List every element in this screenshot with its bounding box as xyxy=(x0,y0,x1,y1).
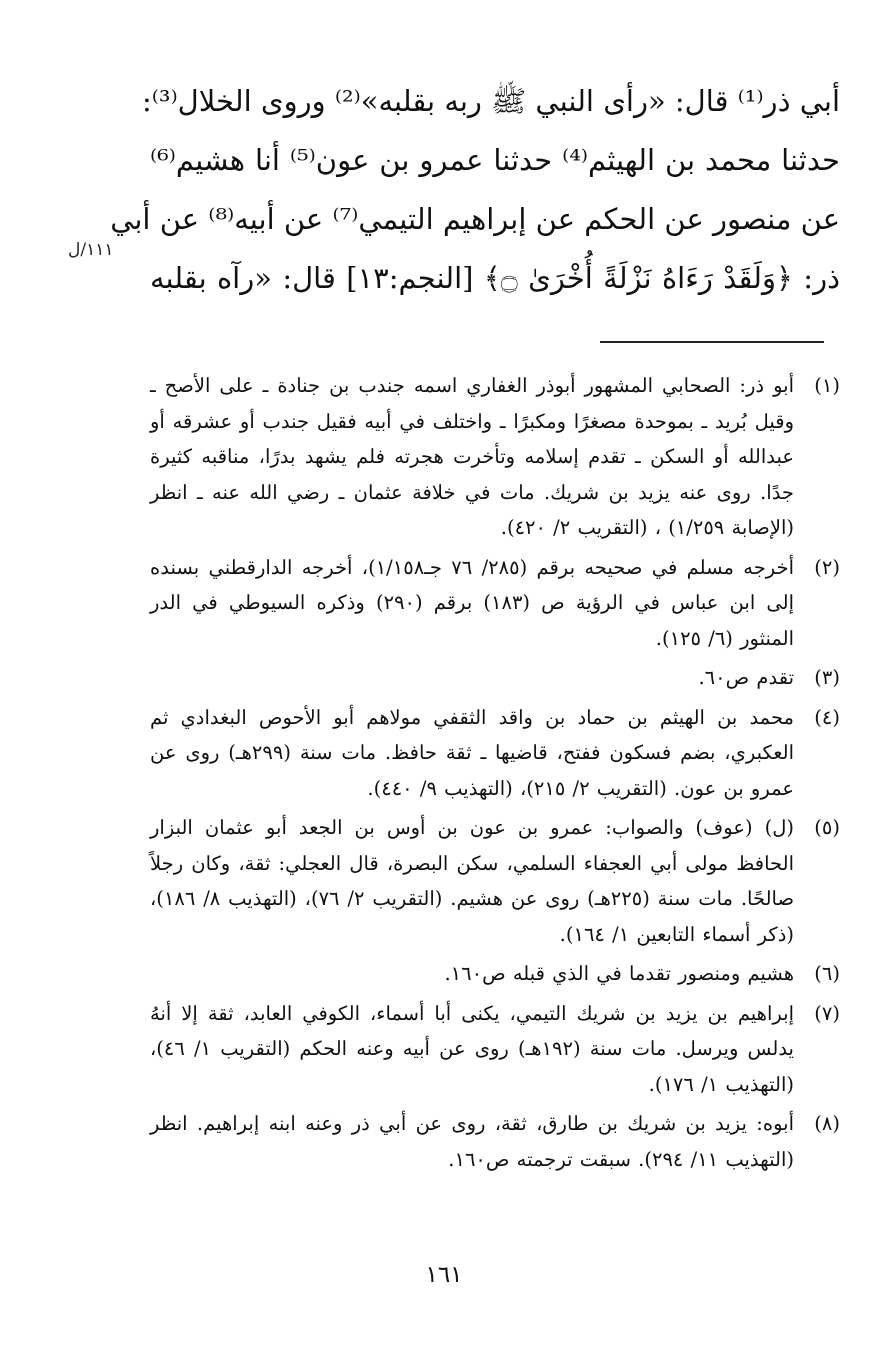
main-text-block xyxy=(110,72,840,308)
main-text-line: عن منصور عن الحكم عن إبراهيم التيمي⁽⁷⁾ عن أبيه⁽⁸⁾ عن أبي xyxy=(110,202,840,236)
footnote-item xyxy=(150,550,840,657)
footnote-number: (٦) xyxy=(814,962,840,985)
main-text-line: حدثنا محمد بن الهيثم⁽⁴⁾ حدثنا عمرو بن عون⁽⁵⁾ أنا هشيم⁽⁶⁾ xyxy=(150,143,840,177)
footnote-item xyxy=(150,996,840,1103)
footnote-number: (٤) xyxy=(814,705,840,729)
footnote-divider xyxy=(600,341,824,343)
footnote-item xyxy=(150,810,840,952)
footnote-text: محمد بن الهيثم بن حماد بن واقد الثقفي مولاهم أبو الأحوص البغدادي ثم العكبري، بضم فسكون ففتح، قاضيها ـ ثقة حافظ. مات سنة (٢٩٩هـ) روى عن عمرو بن عون. (التقريب ٢/ ٢١٥)، (التهذيب ٩/ ٤٤٠). xyxy=(150,705,795,800)
footnotes-section xyxy=(150,368,840,1181)
footnote-text: تقدم ص٦٠. xyxy=(698,666,794,689)
footnote-number: (٢) xyxy=(814,555,840,579)
footnote-number: (٨) xyxy=(814,1112,840,1135)
footnote-item xyxy=(150,956,840,992)
footnote-item xyxy=(150,660,840,696)
footnote-item xyxy=(150,700,840,807)
page-number: ١٦١ xyxy=(425,1262,463,1288)
footnote-text: هشيم ومنصور تقدما في الذي قبله ص١٦٠. xyxy=(444,962,794,985)
footnote-number: (١) xyxy=(814,374,840,397)
footnote-text: (ل) (عوف) والصواب: عمرو بن عون بن أوس بن الجعد أبو عثمان البزار الحافظ مولى أبي العجفاء السلمي، سكن البصرة، قال العجلي: ثقة، وكان رجلاً صالحًا. مات سنة (٢٢٥هـ) روى عن هشيم. (التقريب ٢/ ٧٦)، (التهذيب ٨/ ١٨٦)، (ذكر أسماء التابعين ١/ ١٦٤). xyxy=(150,816,795,946)
footnote-text: أخرجه مسلم في صحيحه برقم (٢٨٥/ ٧٦ جـ١/١٥٨)، أخرجه الدارقطني بسنده إلى ابن عباس في الرؤية ص (١٨٣) برقم (٢٩٠) وذكره السيوطي في الدر المنثور (٦/ ١٢٥). xyxy=(150,555,794,650)
footnote-number: (٧) xyxy=(814,1001,840,1025)
footnote-number: (٥) xyxy=(814,816,840,839)
manuscript-margin-reference: ١١١/ل xyxy=(68,240,114,260)
main-text-line: أبي ذر⁽¹⁾ قال: «رأى النبي ﷺ ربه بقلبه»⁽²⁾ وروى الخلال⁽³⁾: xyxy=(142,84,840,118)
footnote-text: إبراهيم بن يزيد بن شريك التيمي، يكنى أبا أسماء، الكوفي العابد، ثقة إلا أنهُ يدلس ويرسل. مات سنة (١٩٢هـ) روى عن أبيه وعنه الحكم (التقريب ١/ ٤٦)، (التهذيب ١/ ١٧٦). xyxy=(150,1001,794,1096)
main-text-line: ذر: ﴿وَلَقَدْ رَءَاهُ نَزْلَةً أُخْرَىٰ ۝﴾ [النجم:١٣] قال: «رآه بقلبه xyxy=(150,261,840,295)
footnote-number: (٣) xyxy=(814,666,840,689)
footnote-item xyxy=(150,368,840,546)
footnote-item xyxy=(150,1106,840,1177)
footnote-text: أبوه: يزيد بن شريك بن طارق، ثقة، روى عن أبي ذر وعنه ابنه إبراهيم. انظر (التهذيب ١١/ ٢٩٤). سبقت ترجمته ص١٦٠. xyxy=(150,1112,794,1171)
footnote-text: أبو ذر: الصحابي المشهور أبوذر الغفاري اسمه جندب بن جنادة ـ على الأصح ـ وقيل بُريد ـ بموحدة مصغرًا ومكبرًا ـ واختلف في أبيه فقيل جندب أو عشرقه أو عبدالله أو السكن ـ تقدم إسلامه وتأخرت هجرته فلم يشهد بدرًا، مناقبه كثيرة جدًا. روى عنه يزيد بن شريك. مات في خلافة عثمان ـ رضي الله عنه ـ انظر (الإصابة ١/٢٥٩) ، (التقريب ٢/ ٤٢٠). xyxy=(150,374,794,539)
